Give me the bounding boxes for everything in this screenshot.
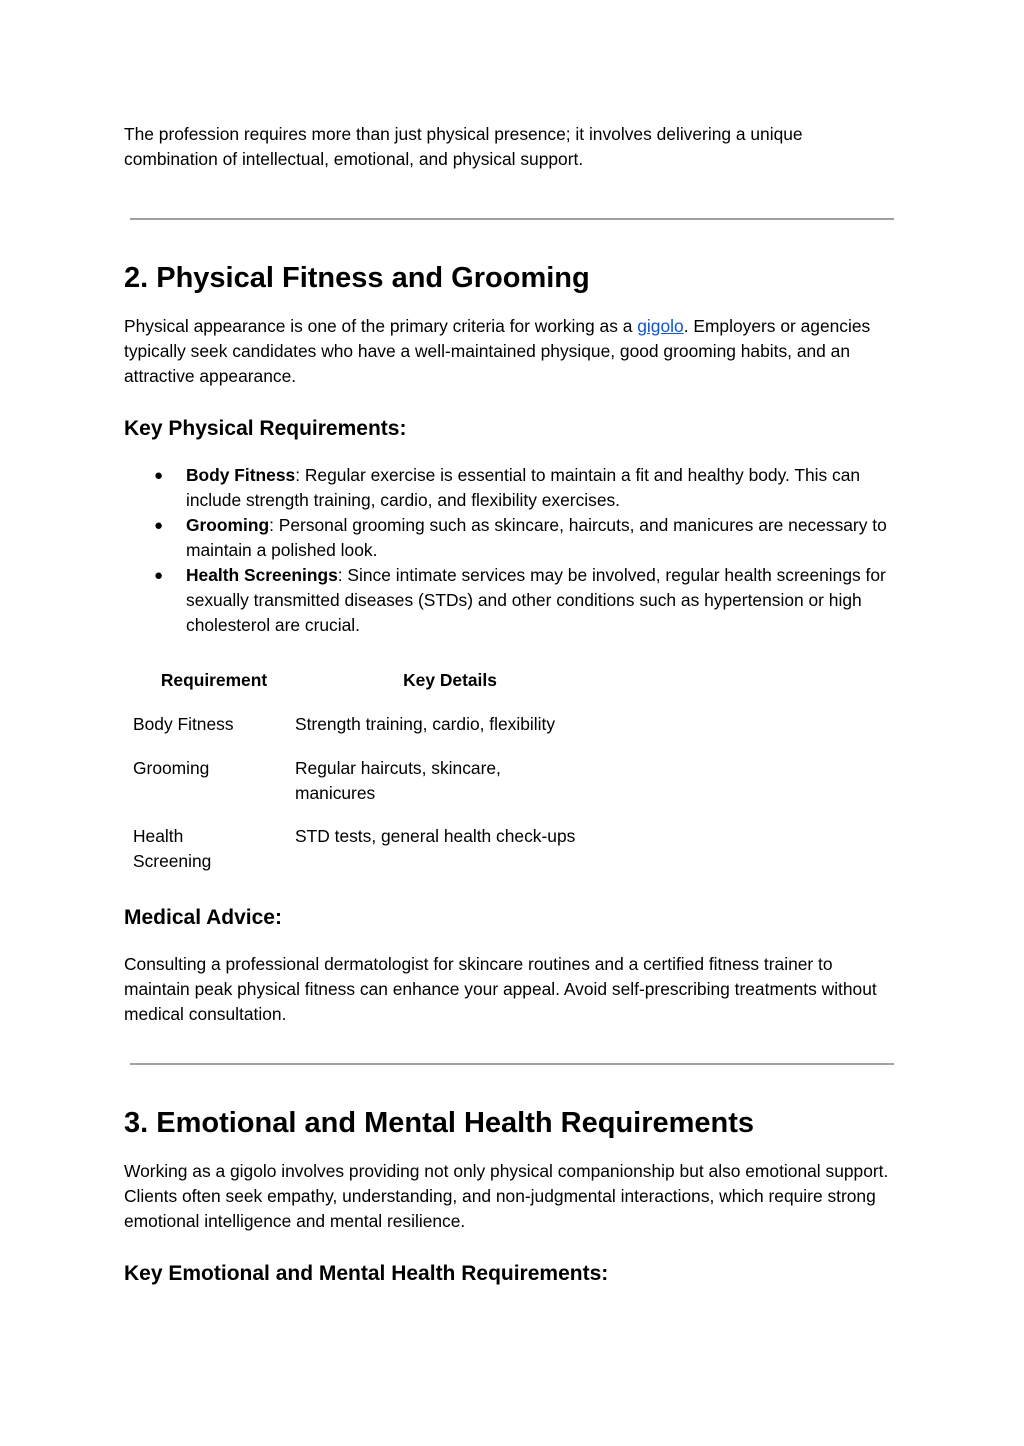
table-cell: Grooming [133,758,210,778]
paragraph-text: . Employers or agencies typically seek candidates who have a well-maintained physique, good grooming habits, and an attractive appearance. [124,316,871,386]
table-header-requirement: Requirement [160,670,268,690]
table-header-row [124,668,745,712]
list-item-text: : Personal grooming such as skincare, haircuts, and manicures are necessary to maintain a polished look. [186,515,887,560]
document-page [124,122,896,1288]
table-cell: Body Fitness [133,714,234,734]
table-cell: STD tests, general health check-ups [295,826,576,846]
table-row [124,756,745,824]
bullet-icon: ● [154,567,164,584]
table-row [124,824,745,874]
list-item-term: Health Screenings [186,565,338,585]
bullet-icon: ● [154,467,164,484]
table-cell [124,824,295,874]
list-item-term: Grooming [186,515,270,535]
list-item-text: : Regular exercise is essential to maintain a fit and healthy body. This can include strength training, cardio, and flexibility exercises. [186,465,861,510]
section-heading-emotional-mental-health: 3. Emotional and Mental Health Requirements [124,1107,755,1139]
list-item [124,563,896,638]
bullet-icon: ● [154,517,164,534]
subheading-key-physical-requirements: Key Physical Requirements: [124,417,407,440]
physical-appearance-paragraph [124,314,896,389]
physical-requirements-list [124,463,896,638]
list-item-text: : Since intimate services may be involved, regular health screenings for sexually transmitted diseases (STDs) and other conditions such as hypertension or high cholesterol are crucial. [186,565,886,635]
intro-paragraph: The profession requires more than just physical presence; it involves delivering a unique combination of intellectual, emotional, and physical support. [124,124,803,169]
subheading-medical-advice: Medical Advice: [124,906,282,929]
table-cell-text: Regular haircuts, skincare, manicures [295,758,501,803]
table-cell: Strength training, cardio, flexibility [295,714,556,734]
table-row [124,712,745,756]
list-item [124,463,896,513]
medical-advice-paragraph: Consulting a professional dermatologist for skincare routines and a certified fitness trainer to maintain peak physical fitness can enhance your appeal. Avoid self-prescribing treatments without medical consultation. [124,954,877,1024]
table-cell-text: Health Screening [133,826,212,871]
emotional-support-paragraph: Working as a gigolo involves providing not only physical companionship but also emotional support. Clients often seek empathy, understanding, and non-judgmental interactions, which require strong emotional intelligence and mental resilience. [124,1161,889,1231]
subheading-key-emotional-requirements: Key Emotional and Mental Health Requirements: [124,1262,609,1285]
table-header-key-details: Key Details [403,670,497,690]
section-heading-physical-fitness: 2. Physical Fitness and Grooming [124,262,590,294]
table-cell [295,756,745,824]
paragraph-text: Physical appearance is one of the primary criteria for working as a [124,316,638,336]
gigolo-link[interactable]: gigolo [637,316,684,336]
requirements-table [124,668,745,874]
list-item-term: Body Fitness [186,465,296,485]
list-item [124,513,896,563]
